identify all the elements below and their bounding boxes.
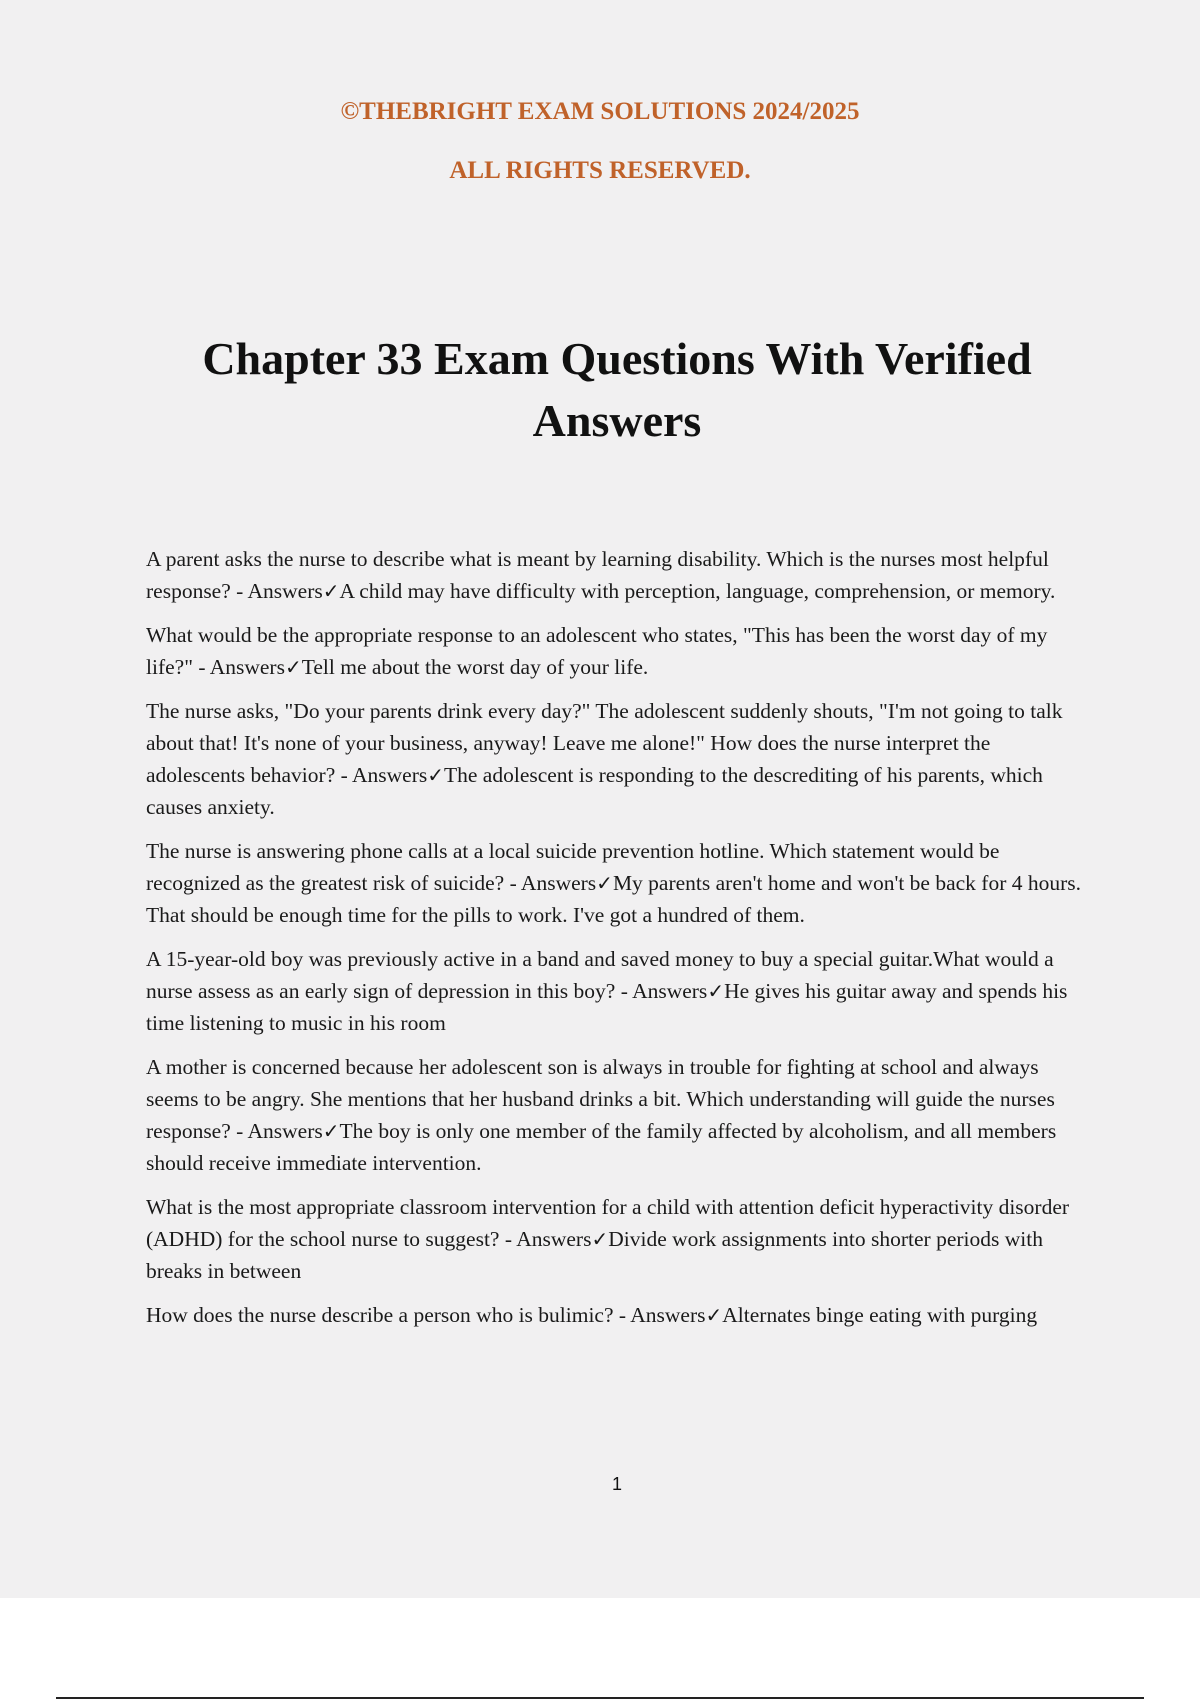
- document-title: Chapter 33 Exam Questions With Verified Answers: [202, 333, 1032, 446]
- checkmark-icon: ✓: [707, 979, 725, 1003]
- answer-text: Alternates binge eating with purging: [722, 1303, 1038, 1327]
- question-text: What would be the appropriate response to an adolescent who states, "This has been the worst day of my life?": [146, 623, 1048, 679]
- answer-separator: -: [613, 1303, 631, 1327]
- page-number: 1: [611, 1474, 622, 1494]
- answers-label: Answers: [247, 579, 323, 603]
- checkmark-icon: ✓: [322, 579, 340, 603]
- qa-item: [146, 1299, 1094, 1331]
- answers-label: Answers: [630, 1303, 706, 1327]
- qa-item: [146, 1051, 1094, 1179]
- question-text: A 15-year-old boy was previously active in a band and saved money to buy a special guitar.What would a nurse assess as an early sign of depression in this boy?: [146, 947, 1054, 1003]
- answer-text: The boy is only one member of the family affected by alcoholism, and all members should receive immediate intervention.: [146, 1119, 1057, 1175]
- qa-list: [146, 543, 1094, 1343]
- checkmark-icon: ✓: [591, 1227, 609, 1251]
- answer-text: Divide work assignments into shorter periods with breaks in between: [146, 1227, 1043, 1283]
- answer-separator: -: [192, 655, 210, 679]
- bottom-divider: [56, 1697, 1144, 1699]
- answer-text: He gives his guitar away and spends his time listening to music in his room: [146, 979, 1068, 1035]
- checkmark-icon: ✓: [705, 1303, 723, 1327]
- question-text: The nurse is answering phone calls at a local suicide prevention hotline. Which statement would be recognized as the greatest risk of suicide?: [146, 839, 1000, 895]
- checkmark-icon: ✓: [322, 1119, 340, 1143]
- question-text: How does the nurse describe a person who is bulimic?: [146, 1303, 614, 1327]
- answers-label: Answers: [247, 1119, 323, 1143]
- qa-item: [146, 543, 1094, 607]
- answer-separator: -: [615, 979, 633, 1003]
- qa-item: [146, 835, 1094, 931]
- qa-item: [146, 695, 1094, 823]
- question-text: A mother is concerned because her adolescent son is always in trouble for fighting at school and always seems to be angry. She mentions that her husband drinks a bit. Which understanding will guide the nurses response?: [146, 1055, 1055, 1143]
- answer-text: My parents aren't home and won't be back for 4 hours. That should be enough time for the pills to work. I've got a hundred of them.: [146, 871, 1082, 927]
- rights-reserved-header: ALL RIGHTS RESERVED.: [449, 157, 751, 184]
- qa-item: [146, 619, 1094, 683]
- answers-label: Answers: [516, 1227, 592, 1251]
- answer-separator: -: [230, 1119, 248, 1143]
- answer-separator: -: [499, 1227, 517, 1251]
- question-text: What is the most appropriate classroom intervention for a child with attention deficit hyperactivity disorder (ADHD) for the school nurse to suggest?: [146, 1195, 1070, 1251]
- answers-label: Answers: [520, 871, 597, 895]
- copyright-header: ©THEBRIGHT EXAM SOLUTIONS 2024/2025: [340, 98, 860, 125]
- checkmark-icon: ✓: [284, 655, 302, 679]
- checkmark-icon: ✓: [596, 871, 613, 895]
- answer-text: The adolescent is responding to the descrediting of his parents, which causes anxiety.: [146, 763, 1043, 819]
- answer-text: Tell me about the worst day of your life.: [301, 655, 649, 679]
- answers-label: Answers: [351, 763, 428, 787]
- checkmark-icon: ✓: [427, 763, 444, 787]
- answer-separator: -: [335, 763, 352, 787]
- answer-text: A child may have difficulty with perception, language, comprehension, or memory.: [339, 579, 1056, 603]
- qa-item: [146, 1191, 1094, 1287]
- answers-label: Answers: [209, 655, 285, 679]
- answers-label: Answers: [632, 979, 708, 1003]
- question-text: A parent asks the nurse to describe what is meant by learning disability. Which is the nurses most helpful response?: [146, 547, 1049, 603]
- answer-separator: -: [230, 579, 248, 603]
- question-text: The nurse asks, "Do your parents drink every day?" The adolescent suddenly shouts, "I'm not going to talk about that! It's none of your business, anyway! Leave me alone!" How does the nurse interpret the adolescents behavior?: [146, 699, 1063, 787]
- answer-separator: -: [504, 871, 521, 895]
- qa-item: [146, 943, 1094, 1039]
